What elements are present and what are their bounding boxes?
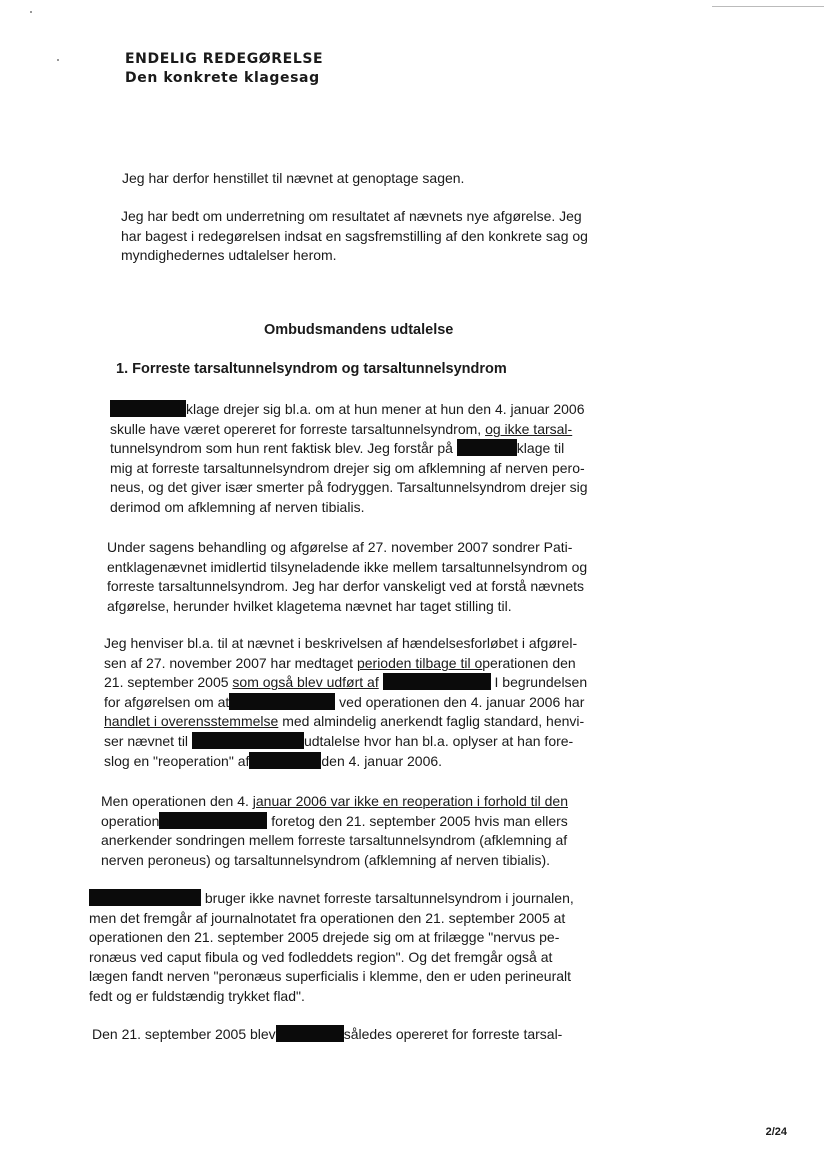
paragraph-conclusion [92, 1025, 562, 1045]
page-number: 2/24 [765, 1126, 787, 1138]
text-line: sen af 27. november 2007 har medtaget perioden tilbage til operationen den [104, 654, 576, 671]
text-line: 21. september 2005 som også blev udført af I begrundelsen [104, 674, 588, 691]
text-line: skulle have været opereret for forreste tarsaltunnelsyndrom, og ikke tarsal- [110, 420, 573, 437]
text-line: Jeg har bedt om underretning om resultatet af nævnets nye afgørelse. Jeg [121, 208, 582, 224]
text-line: myndighedernes udtalelser herom. [121, 247, 337, 264]
scan-edge-line [712, 6, 824, 7]
redaction-bar [159, 812, 267, 829]
text-line: Under sagens behandling og afgørelse af 27. november 2007 sondrer Pati- [107, 539, 573, 555]
text-line: afgørelse, herunder hvilket klagetema nævnet har taget stilling til. [107, 597, 512, 614]
text-line: men det fremgår af journalnotatet fra operationen den 21. september 2005 at [89, 909, 566, 926]
document-header [125, 50, 323, 88]
redaction-bar [249, 752, 321, 769]
redaction-bar [229, 693, 335, 710]
paragraph-complaint [110, 400, 588, 518]
text-line: Den 21. september 2005 blev således opereret for forreste tarsal- [92, 1026, 563, 1042]
redaction-bar [110, 400, 186, 417]
text-line: operation foretog den 21. september 2005 hvis man ellers [101, 812, 568, 829]
redaction-bar [457, 439, 517, 456]
redaction-bar [89, 889, 201, 906]
text-line: handlet i overensstemmelse med almindelig anerkendt faglig standard, henvi- [104, 713, 585, 730]
text-line: forreste tarsaltunnelsyndrom. Jeg har derfor vanskeligt ved at forstå nævnets [107, 578, 585, 595]
redaction-bar [276, 1025, 344, 1042]
document-title: ENDELIG REDEGØRELSE [125, 51, 324, 67]
text-line: har bagest i redegørelsen indsat en sagsfremstilling af den konkrete sag og [121, 227, 588, 244]
paragraph-reference [104, 634, 587, 771]
text-line: klage drejer sig bl.a. om at hun mener at hun den 4. januar 2006 [110, 400, 588, 420]
text-line: mig at forreste tarsaltunnelsyndrom drejer sig om afklemning af nerven pero- [110, 459, 585, 476]
paragraph-journal [89, 889, 574, 1007]
text-line: slog en "reoperation" af den 4. januar 2006. [104, 752, 443, 769]
section-subtitle: 1. Forreste tarsaltunnelsyndrom og tarsaltunnelsyndrom [116, 361, 507, 377]
text-line: fedt og er fuldstændig trykket flad". [89, 987, 305, 1004]
document-subtitle: Den konkrete klagesag [125, 70, 320, 86]
text-line: derimod om afklemning af nerven tibialis. [110, 498, 365, 515]
text-line: entklagenævnet imidlertid tilsyneladende ikke mellem tarsaltunnelsyndrom og [107, 558, 588, 575]
text-line: anerkender sondringen mellem forreste tarsaltunnelsyndrom (afklemning af [101, 832, 568, 849]
text-line: bruger ikke navnet forreste tarsaltunnelsyndrom i journalen, [89, 889, 574, 909]
text-line: Jeg henviser bl.a. til at nævnet i beskrivelsen af hændelsesforløbet i afgørel- [104, 635, 578, 651]
text-line: operationen den 21. september 2005 drejede sig om at frilægge "nervus pe- [89, 929, 560, 946]
intro-paragraph-2 [121, 207, 588, 266]
text-line: tunnelsyndrom som hun rent faktisk blev. Jeg forstår på klage til [110, 440, 565, 457]
redaction-bar [192, 732, 304, 749]
paragraph-reoperation [101, 792, 568, 870]
text-line: lægen fandt nerven "peronæus superficialis i klemme, den er uden perineuralt [89, 968, 572, 985]
paragraph-procedure [107, 538, 587, 616]
text-line: for afgørelsen om at ved operationen den 4. januar 2006 har [104, 693, 585, 710]
scan-speck [57, 59, 59, 61]
text-line: nerven peroneus) og tarsaltunnelsyndrom (afklemning af nerven tibialis). [101, 851, 551, 868]
text-line: neus, og det giver især smerter på fodryggen. Tarsaltunnelsyndrom drejer sig [110, 479, 588, 496]
section-title: Ombudsmandens udtalelse [264, 322, 454, 338]
intro-paragraph-1: Jeg har derfor henstillet til nævnet at genoptage sagen. [122, 170, 465, 186]
scan-speck [30, 11, 32, 13]
text-line: Men operationen den 4. januar 2006 var ikke en reoperation i forhold til den [101, 793, 568, 809]
redaction-bar [383, 673, 491, 690]
text-line: ronæus ved caput fibula og ved fodleddets region". Og det fremgår også at [89, 948, 553, 965]
text-line: ser nævnet til udtalelse hvor han bl.a. oplyser at han fore- [104, 732, 574, 749]
